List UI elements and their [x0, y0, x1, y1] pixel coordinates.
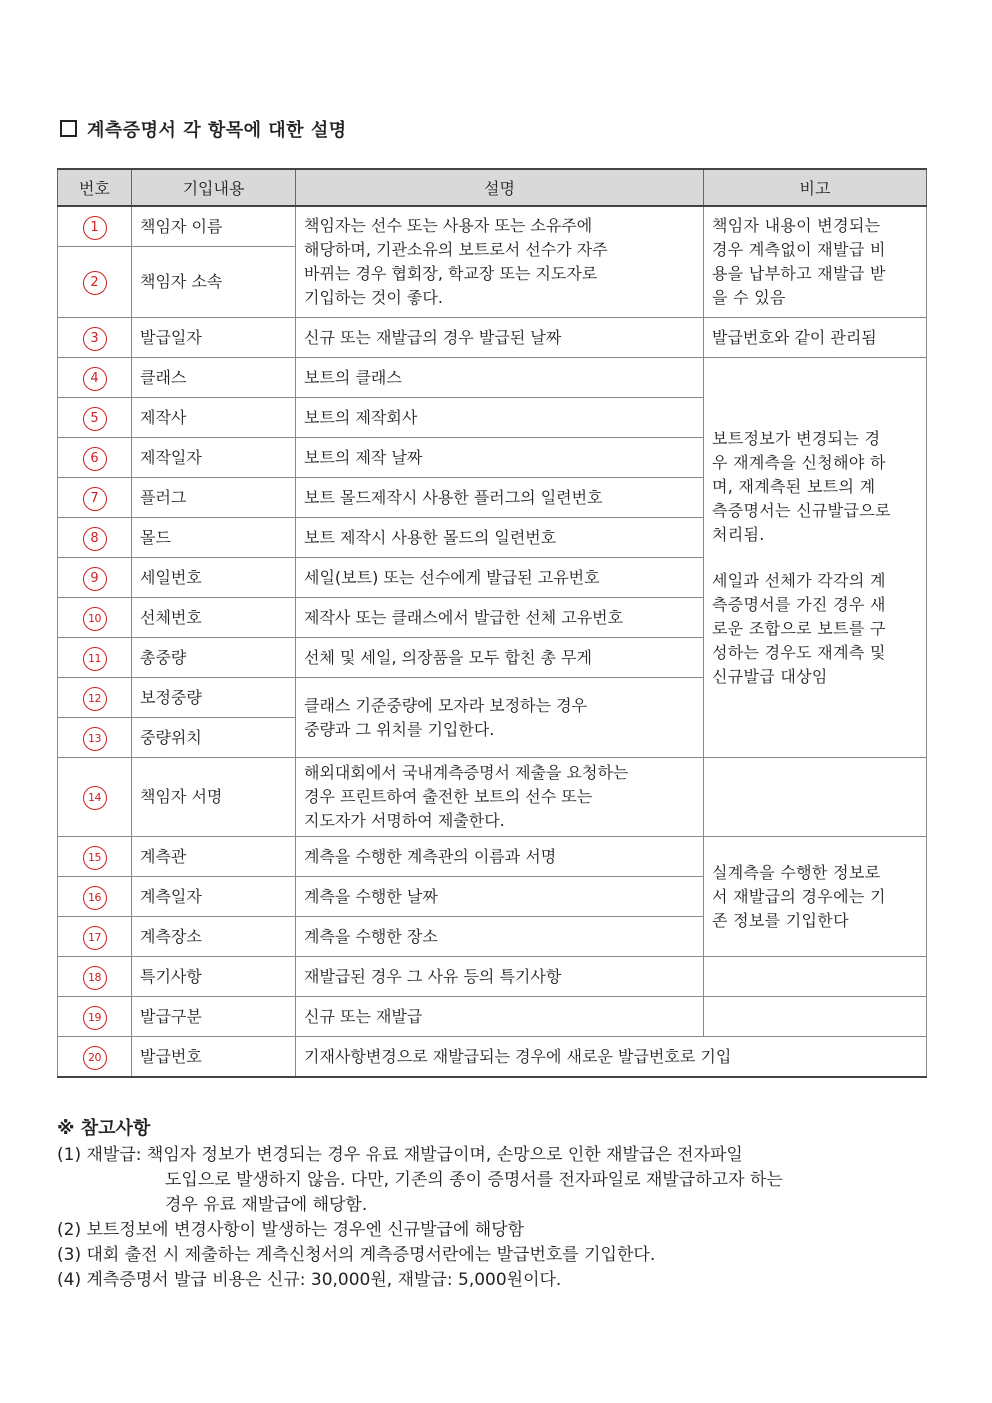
item-cell: 플러그: [132, 478, 296, 518]
table-row: [58, 318, 927, 358]
reference-notes: [57, 1116, 937, 1293]
description-cell: 보트의 클래스: [296, 358, 704, 398]
circled-number: 10: [83, 607, 107, 631]
item-cell: 계측장소: [132, 917, 296, 957]
circled-number: 3: [83, 327, 107, 351]
item-cell: 발급구분: [132, 997, 296, 1037]
item-cell: 책임자 이름: [132, 206, 296, 247]
circled-number: 11: [83, 647, 107, 671]
reference-heading: ※ 참고사항: [57, 1118, 151, 1139]
item-cell: 총중량: [132, 638, 296, 678]
description-cell: 재발급된 경우 그 사유 등의 특기사항: [296, 957, 704, 997]
circled-number: 16: [83, 886, 107, 910]
item-cell: 발급번호: [132, 1037, 296, 1078]
item-cell: 책임자 소속: [132, 247, 296, 318]
reference-item: (1) 재발급: 책임자 정보가 변경되는 경우 유료 재발급이며, 손망으로 인한 재발급은 전자파일 도입으로 발생하지 않음. 다만, 기존의 종이 증명서를 전자파일로 재발급하고자 하는 경우 유료 재발급에 해당함.: [57, 1145, 783, 1215]
circled-number: 9: [83, 567, 107, 591]
section-title: [60, 116, 347, 142]
description-cell: 보트 제작시 사용한 몰드의 일련번호: [296, 518, 704, 558]
item-cell: 계측일자: [132, 877, 296, 917]
item-cell: 세일번호: [132, 558, 296, 598]
description-cell: 클래스 기준중량에 모자라 보정하는 경우 중량과 그 위치를 기입한다.: [296, 678, 704, 758]
circled-number: 15: [83, 846, 107, 870]
header-number: 번호: [58, 169, 132, 206]
table-row: [58, 358, 927, 398]
circled-number: 4: [83, 367, 107, 391]
table-row: [58, 957, 927, 997]
circled-number: 6: [83, 447, 107, 471]
description-cell: 책임자는 선수 또는 사용자 또는 소유주에 해당하며, 기관소유의 보트로서 선수가 자주 바뀌는 경우 협회장, 학교장 또는 지도자로 기입하는 것이 좋다.: [296, 206, 704, 318]
reference-item: (4) 계측증명서 발급 비용은 신규: 30,000원, 재발급: 5,000원이다.: [57, 1270, 562, 1290]
item-cell: 제작일자: [132, 438, 296, 478]
header-item: 기입내용: [132, 169, 296, 206]
table-row: [58, 837, 927, 877]
description-cell: 계측을 수행한 계측관의 이름과 서명: [296, 837, 704, 877]
circled-number: 20: [83, 1046, 107, 1070]
remark-cell: 실계측을 수행한 정보로 서 재발급의 경우에는 기 존 정보를 기입한다: [704, 837, 927, 957]
item-cell: 특기사항: [132, 957, 296, 997]
remark-cell: 보트정보가 변경되는 경 우 재계측을 신청해야 하 며, 재계측된 보트의 계 측증명서는 신규발급으로 처리됨. 세일과 선체가 각각의 계 측증명서를 가진 경우 새 로운 조합으로 보트를 구 성하는 경우도 재계측 및 신규발급 대상임: [704, 358, 927, 758]
item-cell: 몰드: [132, 518, 296, 558]
description-cell: 기재사항변경으로 재발급되는 경우에 새로운 발급번호로 기입: [296, 1037, 927, 1078]
checkbox-square-icon: [60, 120, 77, 137]
description-cell: 보트의 제작회사: [296, 398, 704, 438]
circled-number: 17: [83, 926, 107, 950]
circled-number: 19: [83, 1006, 107, 1030]
item-cell: 제작사: [132, 398, 296, 438]
header-description: 설명: [296, 169, 704, 206]
description-cell: 보트의 제작 날짜: [296, 438, 704, 478]
description-cell: 계측을 수행한 날짜: [296, 877, 704, 917]
item-cell: 발급일자: [132, 318, 296, 358]
item-cell: 선체번호: [132, 598, 296, 638]
description-cell: 선체 및 세일, 의장품을 모두 합친 총 무게: [296, 638, 704, 678]
description-cell: 계측을 수행한 장소: [296, 917, 704, 957]
description-cell: 세일(보트) 또는 선수에게 발급된 고유번호: [296, 558, 704, 598]
item-cell: 책임자 서명: [132, 758, 296, 837]
circled-number: 18: [83, 966, 107, 990]
remark-cell: 책임자 내용이 변경되는 경우 계측없이 재발급 비 용을 납부하고 재발급 받 을 수 있음: [704, 206, 927, 318]
description-cell: 제작사 또는 클래스에서 발급한 선체 고유번호: [296, 598, 704, 638]
table-row: [58, 1037, 927, 1078]
remark-cell: [704, 957, 927, 997]
circled-number: 2: [83, 271, 107, 295]
description-cell: 해외대회에서 국내계측증명서 제출을 요청하는 경우 프린트하여 출전한 보트의 선수 또는 지도자가 서명하여 제출한다.: [296, 758, 704, 837]
item-cell: 계측관: [132, 837, 296, 877]
item-cell: 중량위치: [132, 718, 296, 758]
reference-item: (2) 보트정보에 변경사항이 발생하는 경우엔 신규발급에 해당함: [57, 1220, 525, 1240]
remark-cell: [704, 997, 927, 1037]
item-cell: 클래스: [132, 358, 296, 398]
circled-number: 13: [83, 727, 107, 751]
circled-number: 14: [83, 786, 107, 810]
remark-cell: 발급번호와 같이 관리됨: [704, 318, 927, 358]
section-title-text: 계측증명서 각 항목에 대한 설명: [87, 120, 347, 141]
circled-number: 12: [83, 687, 107, 711]
circled-number: 7: [83, 487, 107, 511]
table-row: [58, 997, 927, 1037]
description-cell: 보트 몰드제작시 사용한 플러그의 일련번호: [296, 478, 704, 518]
description-cell: 신규 또는 재발급의 경우 발급된 날짜: [296, 318, 704, 358]
table-header-row: [58, 169, 927, 206]
description-cell: 신규 또는 재발급: [296, 997, 704, 1037]
reference-item: (3) 대회 출전 시 제출하는 계측신청서의 계측증명서란에는 발급번호를 기입한다.: [57, 1245, 656, 1265]
remark-cell: [704, 758, 927, 837]
circled-number: 5: [83, 407, 107, 431]
description-table: [57, 168, 927, 1078]
circled-number: 8: [83, 527, 107, 551]
item-cell: 보정중량: [132, 678, 296, 718]
circled-number: 1: [83, 216, 107, 240]
header-remark: 비고: [704, 169, 927, 206]
table-row: [58, 206, 927, 247]
table-row: [58, 758, 927, 837]
